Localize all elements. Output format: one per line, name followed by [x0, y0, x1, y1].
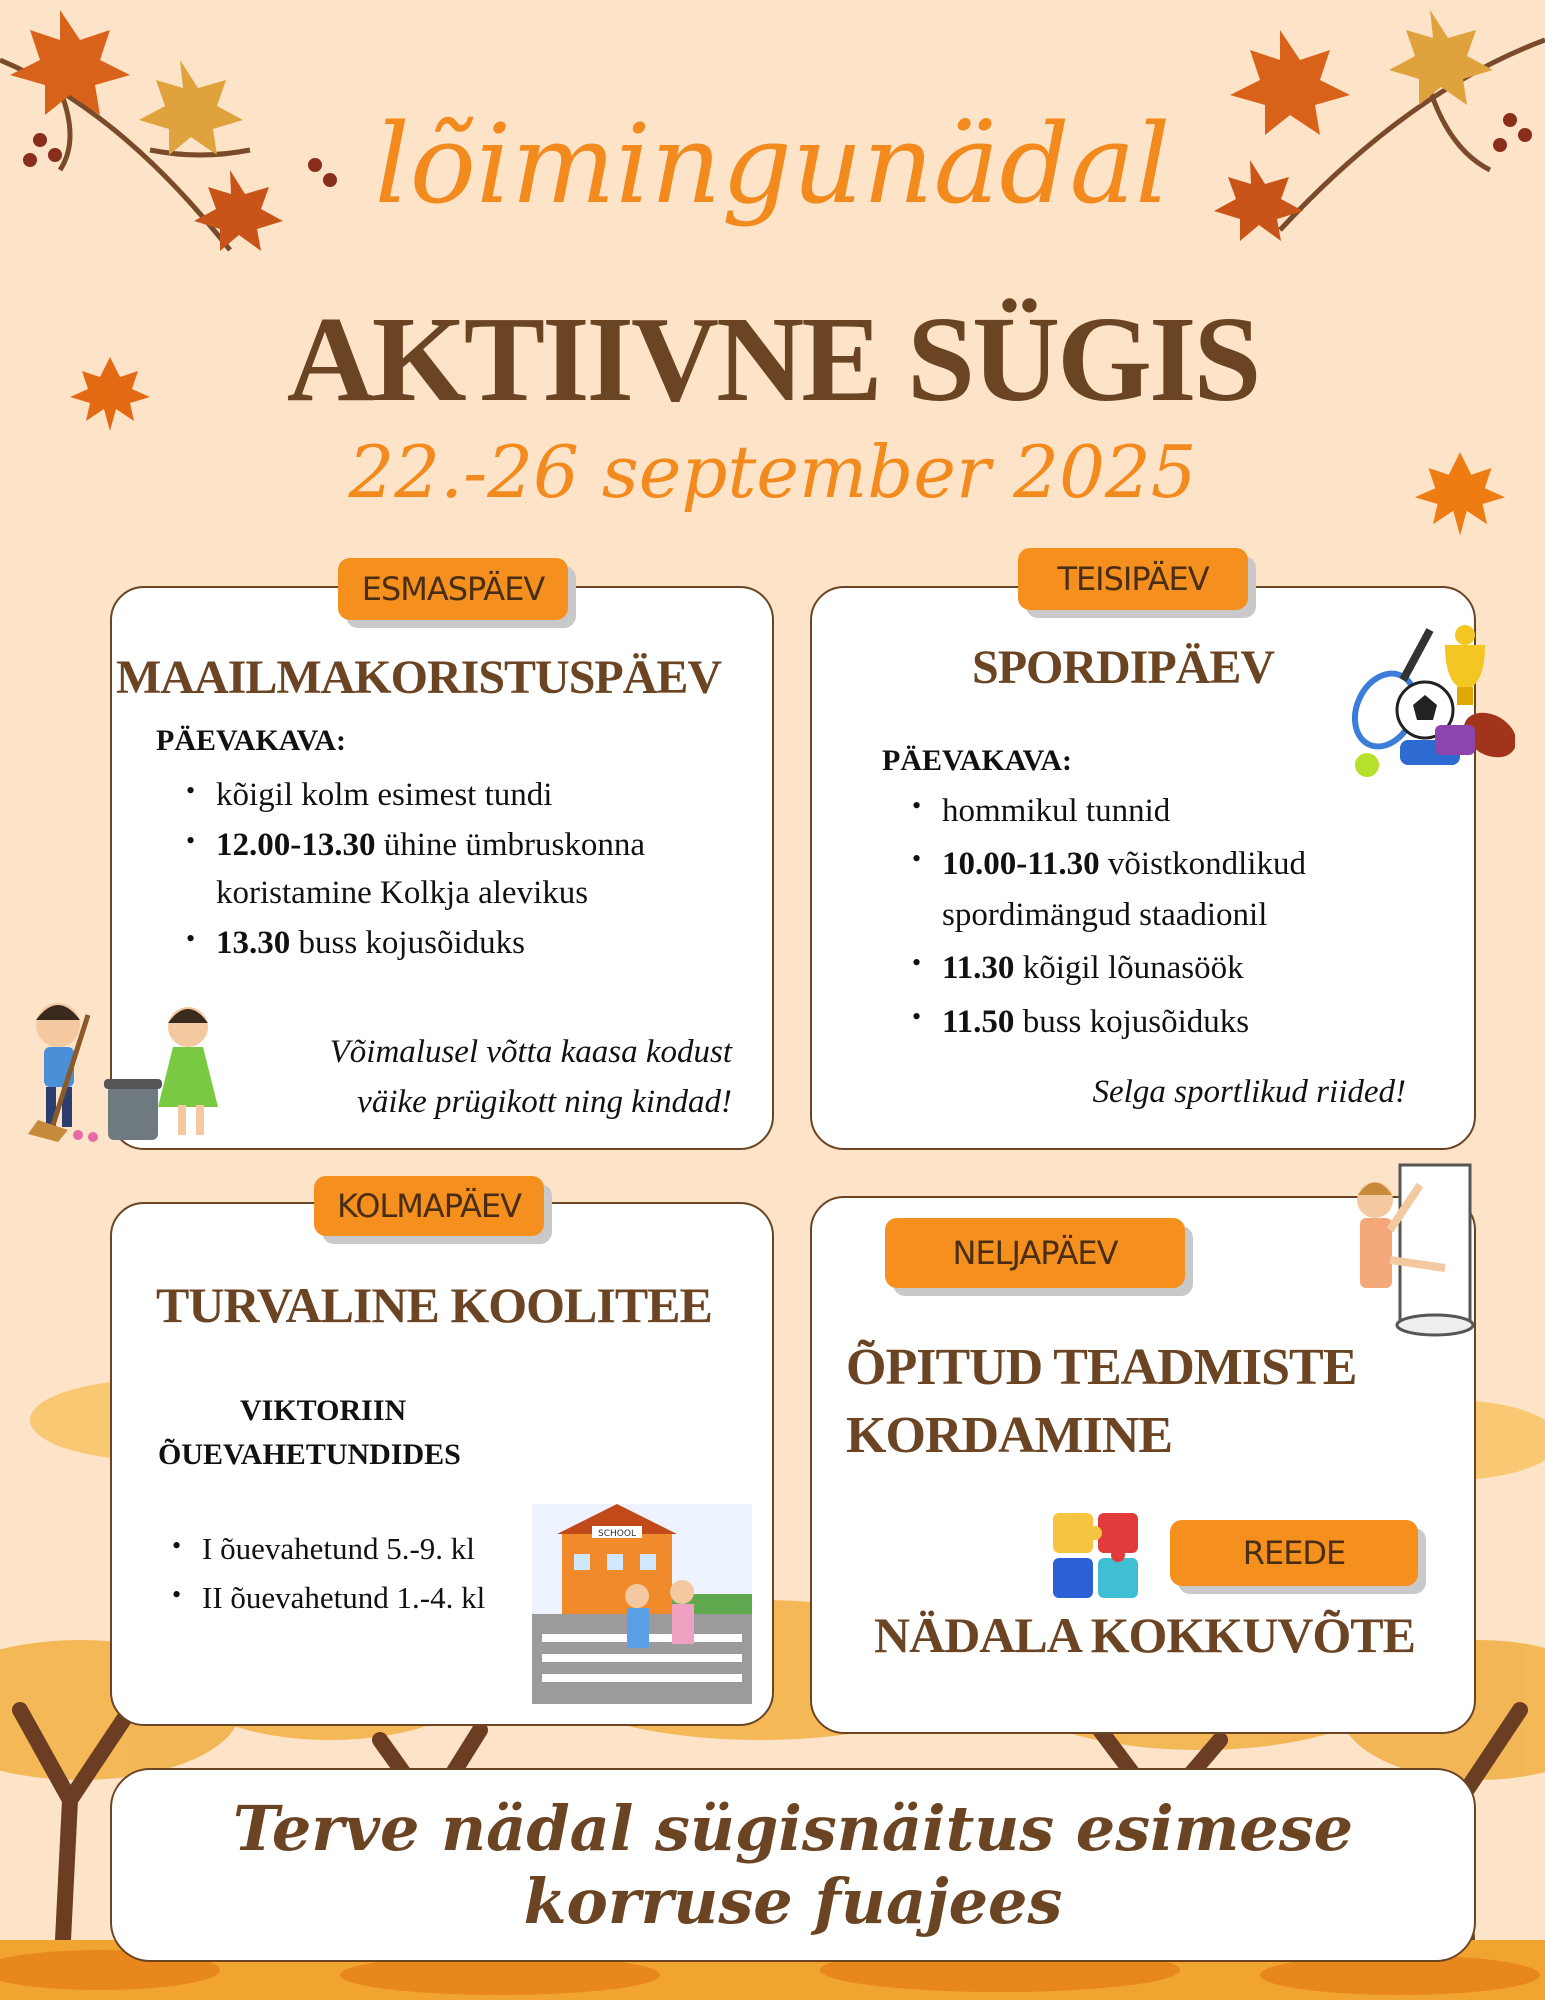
main-title: AKTIIVNE SÜGIS — [286, 292, 1259, 427]
footer-banner — [110, 1768, 1476, 1962]
schedule-text: võistkondlikud spordimängud staadionil — [942, 846, 1306, 934]
script-title: lõimingunädal — [374, 100, 1171, 228]
tuesday-schedule — [882, 786, 1472, 1050]
footer-line2: korruse fuajees — [523, 1865, 1063, 1939]
wednesday-subtitle-line2: ÕUEVAHETUNDIDES — [158, 1438, 461, 1471]
list-item — [186, 772, 756, 820]
thursday-title-line1: ÕPITUD TEADMISTE — [846, 1339, 1357, 1396]
schedule-text: II õuevahetund 1.-4. kl — [202, 1579, 486, 1615]
footer-text — [112, 1792, 1474, 1938]
footer-line1: Terve nädal sügisnäitus esimese — [232, 1792, 1354, 1865]
tag-monday: ESMASPÄEV — [338, 558, 568, 620]
list-item — [172, 1526, 532, 1573]
school-sign-text: SCHOOL — [598, 1529, 636, 1539]
list-item — [912, 943, 1472, 994]
list-item — [172, 1575, 532, 1622]
poster-hanging-illustration — [1330, 1160, 1480, 1340]
monday-note — [212, 1028, 732, 1127]
school-crossing-illustration — [532, 1504, 752, 1704]
schedule-text: buss kojusõiduks — [290, 924, 525, 961]
tuesday-subtitle: PÄEVAKAVA: — [882, 744, 1073, 777]
monday-title: MAAILMAKORISTUSPÄEV — [116, 651, 722, 704]
schedule-text: hommikul tunnid — [942, 793, 1171, 829]
kids-cleanup-illustration — [18, 995, 233, 1145]
sports-equipment-icon — [1345, 625, 1515, 785]
event-dates: 22.-26 september 2025 — [348, 430, 1197, 514]
schedule-time: 11.50 — [942, 1003, 1015, 1040]
schedule-text: I õuevahetund 5.-9. kl — [202, 1531, 475, 1566]
schedule-text: kõigil kolm esimest tundi — [216, 777, 553, 813]
tag-tuesday: TEISIPÄEV — [1018, 548, 1248, 610]
puzzle-icon — [1048, 1508, 1148, 1608]
tag-wednesday: KOLMAPÄEV — [314, 1176, 544, 1236]
tuesday-note: Selga sportlikud riided! — [1092, 1074, 1406, 1110]
list-item — [186, 920, 756, 968]
list-item — [186, 822, 756, 918]
list-item — [912, 786, 1472, 837]
wednesday-card — [110, 1202, 774, 1726]
note-line: väike prügikott ning kindad! — [357, 1083, 732, 1120]
thursday-title-line2: KORDAMINE — [846, 1406, 1173, 1464]
monday-subtitle: PÄEVAKAVA: — [156, 724, 347, 757]
list-item — [912, 839, 1472, 941]
schedule-text: kõigil lõunasöök — [1014, 950, 1244, 987]
monday-schedule — [156, 772, 756, 969]
wednesday-list — [142, 1526, 532, 1623]
wednesday-subtitle-line1: VIKTORIIN — [240, 1394, 407, 1427]
schedule-time: 13.30 — [216, 924, 291, 961]
note-line: Võimalusel võtta kaasa kodust — [329, 1034, 732, 1070]
tuesday-title: SPORDIPÄEV — [972, 641, 1275, 694]
wednesday-title: TURVALINE KOOLITEE — [156, 1277, 712, 1333]
tag-thursday: NELJAPÄEV — [885, 1218, 1185, 1288]
schedule-time: 12.00-13.30 — [216, 826, 376, 863]
thursday-title — [846, 1334, 1356, 1469]
schedule-time: 11.30 — [942, 950, 1015, 987]
schedule-text: buss kojusõiduks — [1014, 1003, 1250, 1040]
schedule-time: 10.00-11.30 — [942, 846, 1100, 883]
tag-friday: REEDE — [1170, 1520, 1418, 1586]
list-item — [912, 997, 1472, 1048]
schedule-text: ühine ümbruskonna koristamine Kolkja alevikus — [216, 826, 645, 911]
friday-title: NÄDALA KOKKUVÕTE — [874, 1607, 1416, 1663]
